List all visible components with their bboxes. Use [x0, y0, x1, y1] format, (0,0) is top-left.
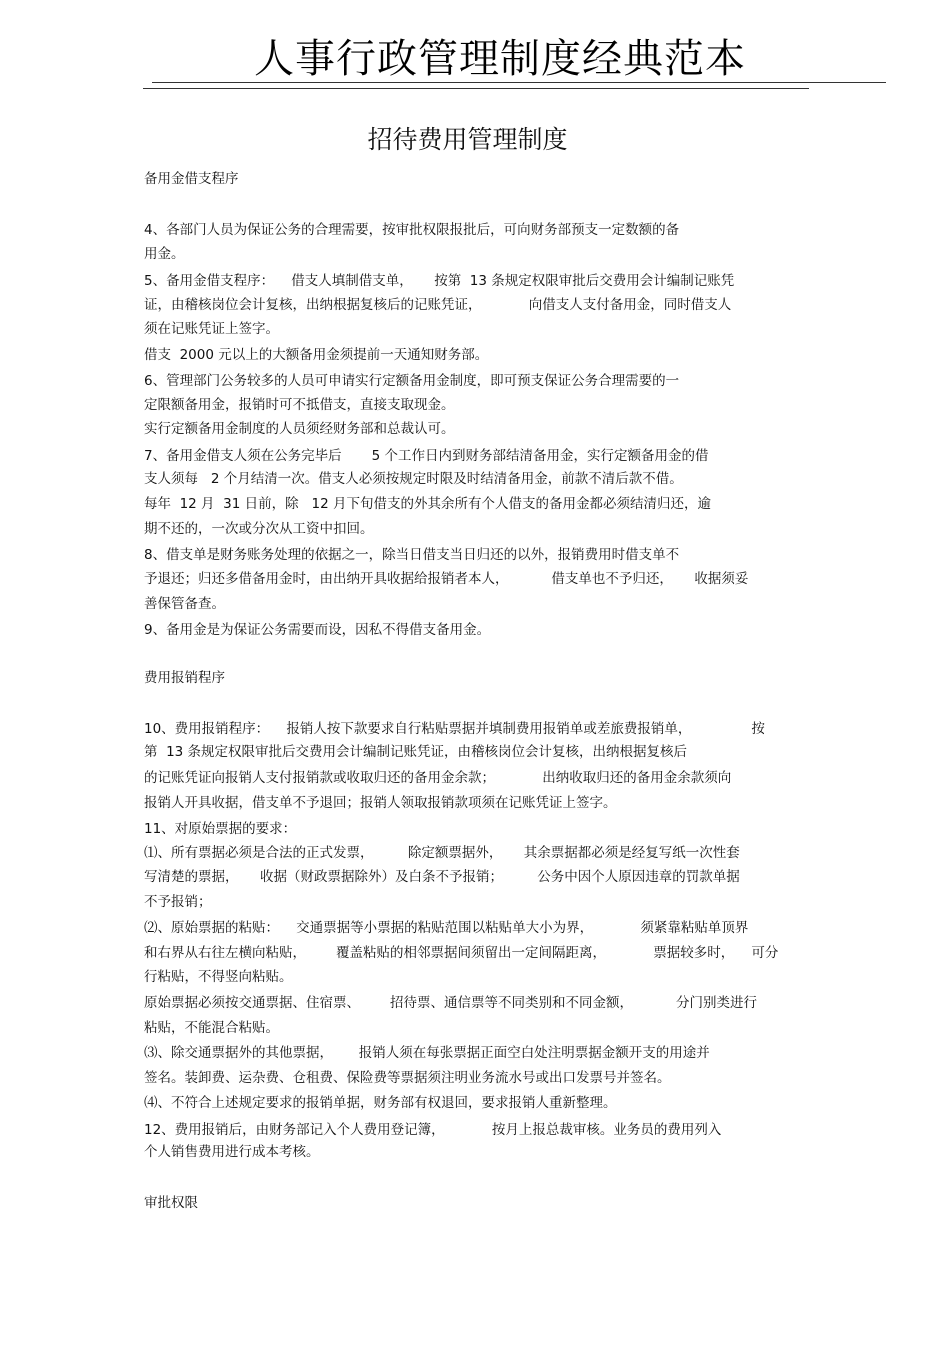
paragraph-line: 原始票据必须按交通票据、住宿票、 招待票、通信票等不同类别和不同金额， 分门别类进行 [144, 995, 757, 1011]
paragraph-line: 12、费用报销后，由财务部记入个人费用登记簿， 按月上报总裁审核。业务员的费用列入 [144, 1122, 722, 1138]
paragraph-line: ⑷、不符合上述规定要求的报销单据，财务部有权退回，要求报销人重新整理。 [144, 1095, 617, 1111]
header-rule-bottom [143, 88, 809, 89]
header-rule-top [152, 82, 886, 83]
paragraph-line: 报销人开具收据，借支单不予退回；报销人领取报销款项须在记账凭证上签字。 [144, 795, 617, 811]
paragraph-line: 5、备用金借支程序： 借支人填制借支单， 按第 13 条规定权限审批后交费用会计编制记账凭 [144, 273, 735, 289]
paragraph-line: 个人销售费用进行成本考核。 [144, 1144, 320, 1160]
paragraph-line: 的记账凭证向报销人支付报销款或收取归还的备用金余款； 出纳收取归还的备用金余款须向 [144, 770, 732, 786]
paragraph-line: 用金。 [144, 246, 185, 262]
paragraph-line: 10、费用报销程序： 报销人按下款要求自行粘贴票据并填制费用报销单或差旅费报销单， 按 [144, 721, 765, 737]
paragraph-line: 证，由稽核岗位会计复核，出纳根据复核后的记账凭证， 向借支人支付备用金，同时借支人 [144, 297, 732, 313]
paragraph-line: 6、管理部门公务较多的人员可申请实行定额备用金制度，即可预支保证公务合理需要的一 [144, 373, 680, 389]
paragraph-line: 定限额备用金，报销时可不抵借支，直接支取现金。 [144, 397, 455, 413]
paragraph-line: 4、各部门人员为保证公务的合理需要，按审批权限报批后，可向财务部预支一定数额的备 [144, 222, 680, 238]
paragraph-line: ⑶、除交通票据外的其他票据， 报销人须在每张票据正面空白处注明票据金额开支的用途并 [144, 1045, 710, 1061]
paragraph-line: 不予报销； [144, 894, 212, 910]
section-heading-approval: 审批权限 [144, 1195, 198, 1211]
document-title: 招待费用管理制度 [367, 125, 568, 154]
section-heading-advance: 备用金借支程序 [144, 171, 239, 187]
paragraph-line: 每年 12 月 31 日前，除 12 月下旬借支的外其余所有个人借支的备用金都必须结清归还，逾 [144, 496, 711, 512]
paragraph-line: 支人须每 2 个月结清一次。借支人必须按规定时限及时结清备用金，前款不清后款不借。 [144, 471, 683, 487]
paragraph-line: 写清楚的票据， 收据（财政票据除外）及白条不予报销； 公务中因个人原因违章的罚款单据 [144, 869, 740, 885]
paragraph-line: 7、备用金借支人须在公务完毕后 5 个工作日内到财务部结清备用金，实行定额备用金的借 [144, 448, 709, 464]
paragraph-line: 9、备用金是为保证公务需要而设，因私不得借支备用金。 [144, 622, 491, 638]
paragraph-line: 期不还的，一次或分次从工资中扣回。 [144, 521, 374, 537]
paragraph-line: 予退还；归还多借备用金时，由出纳开具收据给报销者本人， 借支单也不予归还， 收据须妥 [144, 571, 749, 587]
paragraph-line: 第 13 条规定权限审批后交费用会计编制记账凭证，由稽核岗位会计复核，出纳根据复核后 [144, 744, 688, 760]
paragraph-line: 善保管备查。 [144, 596, 225, 612]
paragraph-line: 11、对原始票据的要求： [144, 821, 297, 837]
paragraph-line: 粘贴，不能混合粘贴。 [144, 1020, 279, 1036]
paragraph-line: 实行定额备用金制度的人员须经财务部和总裁认可。 [144, 421, 455, 437]
header-title: 人事行政管理制度经典范本 [254, 36, 746, 82]
section-heading-reimbursement: 费用报销程序 [144, 670, 225, 686]
paragraph-line: 借支 2000 元以上的大额备用金须提前一天通知财务部。 [144, 347, 489, 363]
paragraph-line: 和右界从右往左横向粘贴， 覆盖粘贴的相邻票据间须留出一定间隔距离， 票据较多时， 可分 [144, 945, 779, 961]
paragraph-line: 须在记账凭证上签字。 [144, 321, 279, 337]
paragraph-line: 签名。装卸费、运杂费、仓租费、保险费等票据须注明业务流水号或出口发票号并签名。 [144, 1070, 671, 1086]
paragraph-line: 8、借支单是财务账务处理的依据之一，除当日借支当日归还的以外，报销费用时借支单不 [144, 547, 680, 563]
paragraph-line: 行粘贴，不得竖向粘贴。 [144, 969, 293, 985]
paragraph-line: ⑵、原始票据的粘贴： 交通票据等小票据的粘贴范围以粘贴单大小为界， 须紧靠粘贴单顶界 [144, 920, 749, 936]
paragraph-line: ⑴、所有票据必须是合法的正式发票， 除定额票据外， 其余票据都必须是经复写纸一次性套 [144, 845, 740, 861]
